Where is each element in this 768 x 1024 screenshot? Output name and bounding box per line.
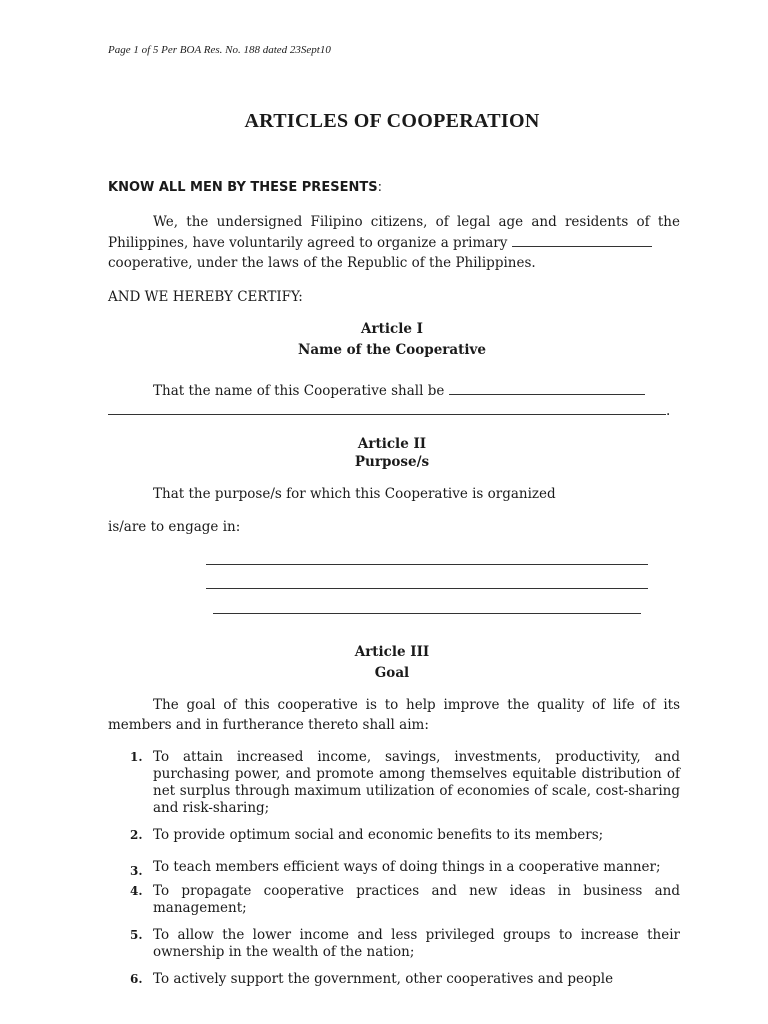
- article-1-text: That the name of this Cooperative shall be: [153, 383, 449, 399]
- goal-number: 5.: [130, 928, 143, 942]
- goal-text: To actively support the government, other cooperatives and people: [153, 971, 614, 987]
- goal-number: 1.: [130, 750, 143, 764]
- article-1-heading: Name of the Cooperative: [298, 342, 486, 358]
- article-3-number: Article III: [354, 644, 430, 660]
- goal-item: [108, 749, 680, 817]
- document-title: ARTICLES OF COOPERATION: [244, 110, 540, 132]
- certify-line: AND WE HEREBY CERTIFY:: [108, 289, 303, 305]
- goal-intro-text: The goal of this cooperative is to help improve the quality of life of its members and in furtherance thereto shall aim:: [108, 697, 680, 733]
- article-2-text-2: is/are to engage in:: [108, 519, 241, 535]
- goal-item: [108, 854, 680, 881]
- purpose-blank-line-1: [206, 564, 648, 565]
- goal-item: [108, 827, 680, 844]
- goal-text: To propagate cooperative practices and new ideas in business and management;: [153, 883, 680, 916]
- intro-text-part1: We, the undersigned Filipino citizens, of legal age and residents of the Philippines, have voluntarily agreed to organize a primary: [108, 214, 680, 251]
- goal-text: To allow the lower income and less privileged groups to increase their ownership in the wealth of the nation;: [153, 927, 680, 960]
- article-2-number: Article II: [357, 436, 427, 452]
- cooperative-type-blank: [512, 232, 652, 247]
- know-all-men-line: [108, 180, 382, 195]
- article-1-end-punct: .: [666, 403, 671, 419]
- goal-number: 6.: [130, 972, 143, 986]
- cooperative-name-blank-2: [108, 400, 666, 415]
- goal-number: 3.: [130, 864, 143, 878]
- goal-text: To provide optimum social and economic benefits to its members;: [153, 827, 604, 843]
- article-1-number: Article I: [361, 321, 423, 337]
- know-all-colon: :: [377, 180, 382, 195]
- article-1-blank-line: [108, 400, 670, 421]
- goals-list: [108, 749, 680, 998]
- header-note: Page 1 of 5 Per BOA Res. No. 188 dated 23Sept10: [108, 44, 331, 56]
- goal-intro-paragraph: [108, 695, 680, 735]
- goal-item: [108, 971, 680, 988]
- goal-number: 2.: [130, 828, 143, 842]
- intro-paragraph: [108, 212, 680, 273]
- goal-item: [108, 883, 680, 917]
- purpose-blank-line-3: [213, 613, 641, 614]
- goal-number: 4.: [130, 884, 143, 898]
- article-3-heading: Goal: [374, 665, 410, 681]
- goal-text: To attain increased income, savings, investments, productivity, and purchasing power, and promote among themselves equitable distribution of net surplus through maximum utilization of economies of scale, cost-sharing and risk-sharing;: [153, 749, 680, 816]
- intro-text-part2: cooperative, under the laws of the Republic of the Philippines.: [108, 255, 536, 271]
- article-2-heading: Purpose/s: [354, 454, 430, 470]
- goal-item: [108, 927, 680, 961]
- know-all-heading: KNOW ALL MEN BY THESE PRESENTS: [108, 180, 378, 195]
- goal-text: To teach members efficient ways of doing things in a cooperative manner;: [153, 859, 661, 875]
- article-1-text-line: [153, 380, 645, 401]
- purpose-blank-line-2: [206, 588, 648, 589]
- article-2-text-1: That the purpose/s for which this Cooperative is organized: [153, 486, 556, 502]
- cooperative-name-blank-1: [449, 380, 645, 395]
